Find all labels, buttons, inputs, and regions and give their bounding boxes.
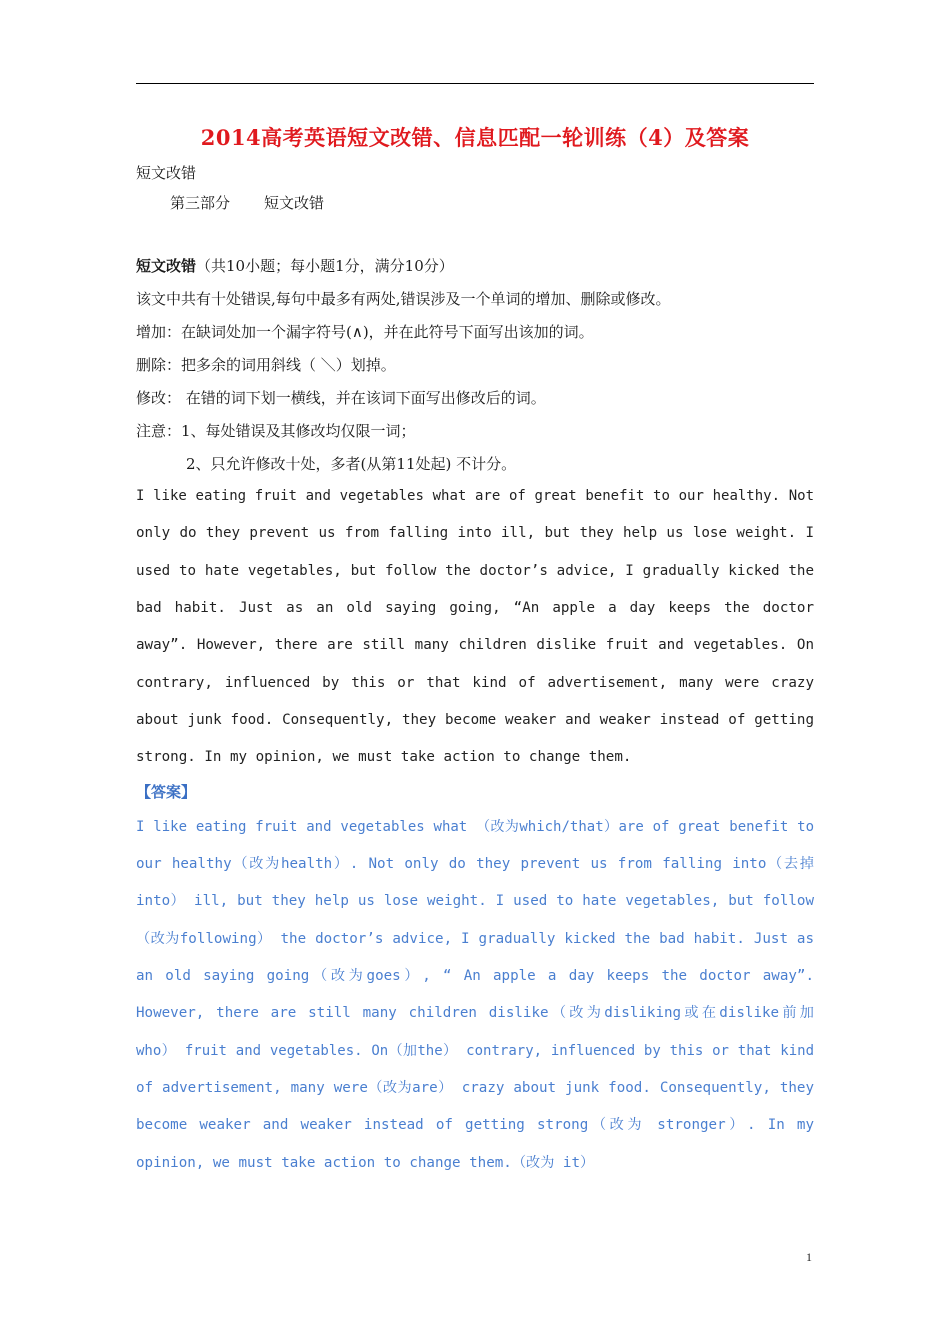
page-number: 1 — [806, 1250, 812, 1264]
instruction-line: 修改： 在错的词下划一横线，并在该词下面写出修改后的词。 — [136, 389, 546, 407]
answer-line: an old saying going（改为goes）, “ An apple a day keeps the doctor away”. — [136, 968, 814, 984]
part-heading — [170, 192, 848, 213]
essay-line: strong. In my opinion, we must take action to change them. — [136, 749, 632, 765]
part-label: 第三部分 — [170, 194, 231, 212]
instruction-line: 注意：1、每处错误及其修改均仅限一词； — [136, 422, 416, 440]
task-heading-bold: 短文改错 — [136, 257, 197, 275]
instruction-note-2: 2、只允许修改十处，多者(从第11处起) 不计分。 — [186, 455, 517, 473]
header-rule — [136, 83, 814, 84]
essay-line: I like eating fruit and vegetables what are of great benefit to our healthy. Not — [136, 488, 814, 504]
instruction-line: 增加：在缺词处加一个漏字符号(∧)，并在此符号下面写出该加的词。 — [136, 323, 594, 341]
task-heading — [136, 255, 814, 276]
instruction-line: 该文中共有十处错误,每句中最多有两处,错误涉及一个单词的增加、删除或修改。 — [136, 290, 671, 308]
document-title: 2014高考英语短文改错、信息匹配一轮训练（4）及答案 — [200, 125, 750, 150]
essay-line: contrary, influenced by this or that kind of advertisement, many were crazy — [136, 675, 814, 691]
answer-label: 【答案】 — [136, 783, 197, 801]
answer-line: become weaker and weaker instead of getting strong（改为 stronger）. In my — [136, 1117, 814, 1133]
essay-line: about junk food. Consequently, they become weaker and weaker instead of getting — [136, 712, 814, 728]
section-label: 短文改错 — [136, 164, 197, 182]
instruction-line: 删除：把多余的词用斜线（ ＼）划掉。 — [136, 356, 396, 374]
answer-line: into） ill, but they help us lose weight. I used to hate vegetables, but follow — [136, 893, 814, 909]
essay-line: away”. However, there are still many children dislike fruit and vegetables. On — [136, 637, 814, 653]
part-name: 短文改错 — [264, 194, 325, 212]
essay-line: only do they prevent us from falling into ill, but they help us lose weight. I — [136, 525, 814, 541]
answer-line: I like eating fruit and vegetables what （改为which/that）are of great benefit to — [136, 819, 814, 835]
essay-line: used to hate vegetables, but follow the doctor’s advice, I gradually kicked the — [136, 563, 814, 579]
answer-line: our healthy（改为health）. Not only do they prevent us from falling into（去掉 — [136, 856, 814, 872]
answer-line: However, there are still many children dislike（改为disliking或在dislike前加 — [136, 1005, 814, 1021]
answer-line: opinion, we must take action to change them.（改为 it） — [136, 1155, 595, 1171]
answer-line: of advertisement, many were（改为are） crazy about junk food. Consequently, they — [136, 1080, 814, 1096]
answer-line: （改为following） the doctor’s advice, I gradually kicked the bad habit. Just as — [136, 931, 814, 947]
essay-line: bad habit. Just as an old saying going, “An apple a day keeps the doctor — [136, 600, 814, 616]
answer-line: who） fruit and vegetables. On（加the） contrary, influenced by this or that kind — [136, 1043, 814, 1059]
task-heading-rest: （共10小题；每小题1分，满分10分） — [196, 257, 454, 275]
